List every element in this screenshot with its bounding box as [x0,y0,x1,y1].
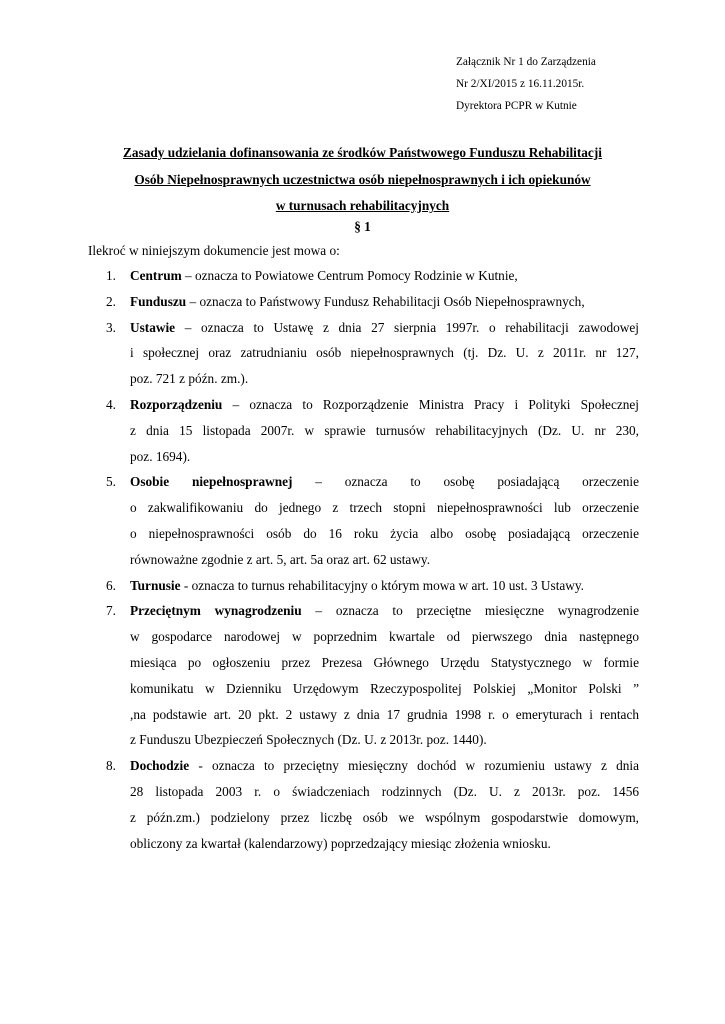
definition-term: Centrum [130,268,182,283]
definition-text: poz. 721 z późn. zm.). [130,371,249,387]
definition-line [130,392,639,418]
definition-line [130,521,639,547]
definition-text: o zakwalifikowaniu do jednego z trzech stopni niepełnosprawności lub orzeczenie [130,500,639,516]
definition-line [130,469,639,495]
definition-text: 28 listopada 2003 r. o świadczeniach rodzinnych (Dz. U. z 2013r. poz. 1456 [130,783,639,799]
title-line: Zasady udzielania dofinansowania ze środków Państwowego Funduszu Rehabilitacji [123,145,602,160]
definition-term: Rozporządzeniu [130,396,223,412]
definition-line [130,702,639,728]
definition-text: – oznacza to osobę posiadającą orzeczenie [315,474,639,490]
definition-number: 7. [106,603,116,619]
definition-line [130,315,639,341]
definition-line [130,650,639,676]
definition-item [0,263,639,289]
definition-line [130,598,639,624]
definition-text: obliczony za kwartał (kalendarzowy) poprzedzający miesiąc złożenia wniosku. [130,835,551,851]
definition-term: Osobie niepełnosprawnej [130,474,293,490]
header-note-line: Nr 2/XI/2015 z 16.11.2015r. [456,78,585,90]
definition-number: 4. [106,396,116,412]
definition-text: – oznacza to Ustawę z dnia 27 sierpnia 1997r. o rehabilitacji zawodowej [184,319,640,335]
definition-line [130,366,639,392]
definition-item [0,315,639,392]
definition-number: 3. [106,319,116,335]
definition-line [130,495,639,521]
definition-text: ,na podstawie art. 20 pkt. 2 ustawy z dnia 17 grudnia 1998 r. o emeryturach i rentach [130,706,639,722]
definition-line [130,418,639,444]
definition-line [130,624,639,650]
header-note-line: Dyrektora PCPR w Kutnie [456,100,577,112]
definition-line [130,289,639,315]
definition-item [0,598,639,753]
definition-text: komunikatu w Dzienniku Urzędowym Rzeczypospolitej Polskiej „Monitor Polski ” [130,680,639,696]
definition-item [0,392,639,469]
definition-line [130,547,639,573]
definition-text: z Funduszu Ubezpieczeń Społecznych (Dz. U. z 2013r. poz. 1440). [130,732,487,748]
definition-number: 2. [106,293,116,309]
title-line: w turnusach rehabilitacyjnych [275,198,450,213]
definition-line [130,340,639,366]
section-mark: § 1 [354,219,371,234]
definition-line [130,831,639,857]
definition-text: miesiąca po ogłoszeniu przez Prezesa Głównego Urzędu Statystycznego w formie [130,654,639,670]
definition-text: w gospodarce narodowej w poprzednim kwartale od pierwszego dnia następnego [130,629,639,645]
definition-item [0,469,639,572]
definition-term: Dochodzie [130,758,190,774]
definition-line [130,727,639,753]
document-title [60,140,665,220]
definition-number: 6. [106,577,116,593]
header-note-line: Załącznik Nr 1 do Zarządzenia [456,56,596,68]
definition-term: Turnusie [130,577,181,593]
definition-text: - oznacza to turnus rehabilitacyjny o którym mowa w art. 10 ust. 3 Ustawy. [183,577,585,593]
definition-term: Ustawie [130,319,176,335]
definition-item [0,573,639,599]
definition-line [130,805,639,831]
title-line: Osób Niepełnosprawnych uczestnictwa osób niepełnosprawnych i ich opiekunów [134,171,591,187]
definition-line [130,753,639,779]
definition-line [130,444,639,470]
attachment-header-note [456,51,596,117]
definition-text: o niepełnosprawności osób do 16 roku życia albo osobę posiadającą orzeczenie [130,525,639,541]
definition-line [130,263,639,289]
definition-term: Funduszu [130,293,187,309]
definition-text: - oznacza to przeciętny miesięczny dochód w rozumieniu ustawy z dnia [198,758,639,774]
definition-text: poz. 1694). [130,448,191,464]
definition-item [0,289,639,315]
definition-text: i społecznej oraz zatrudnianiu osób niepełnosprawnych (tj. Dz. U. z 2011r. nr 127, [130,345,639,361]
definition-text: z późn.zm.) podzielony przez liczbę osób we wspólnym gospodarstwie domowym, [130,809,639,825]
definition-line [130,573,639,599]
definition-number: 5. [106,474,116,490]
definition-text: – oznacza to Państwowy Fundusz Rehabilitacji Osób Niepełnosprawnych, [189,293,585,309]
definition-text: równoważne zgodnie z art. 5, art. 5a oraz art. 62 ustawy. [130,551,431,567]
definition-text: – oznacza to Rozporządzenie Ministra Pracy i Polityki Społecznej [232,396,639,412]
definition-line [130,779,639,805]
intro-text: Ilekroć w niniejszym dokumencie jest mowa o: [88,243,340,258]
definition-text: z dnia 15 listopada 2007r. w sprawie turnusów rehabilitacyjnych (Dz. U. nr 230, [130,422,639,438]
definition-text: – oznacza to Powiatowe Centrum Pomocy Rodzinie w Kutnie, [185,268,518,283]
definition-term: Przeciętnym wynagrodzeniu [130,603,302,619]
definition-number: 1. [106,268,116,283]
definition-line [130,676,639,702]
definition-item [0,753,639,856]
definitions-list [0,263,725,856]
definition-text: – oznacza to przeciętne miesięczne wynagrodzenie [315,603,640,619]
definition-number: 8. [106,758,116,774]
